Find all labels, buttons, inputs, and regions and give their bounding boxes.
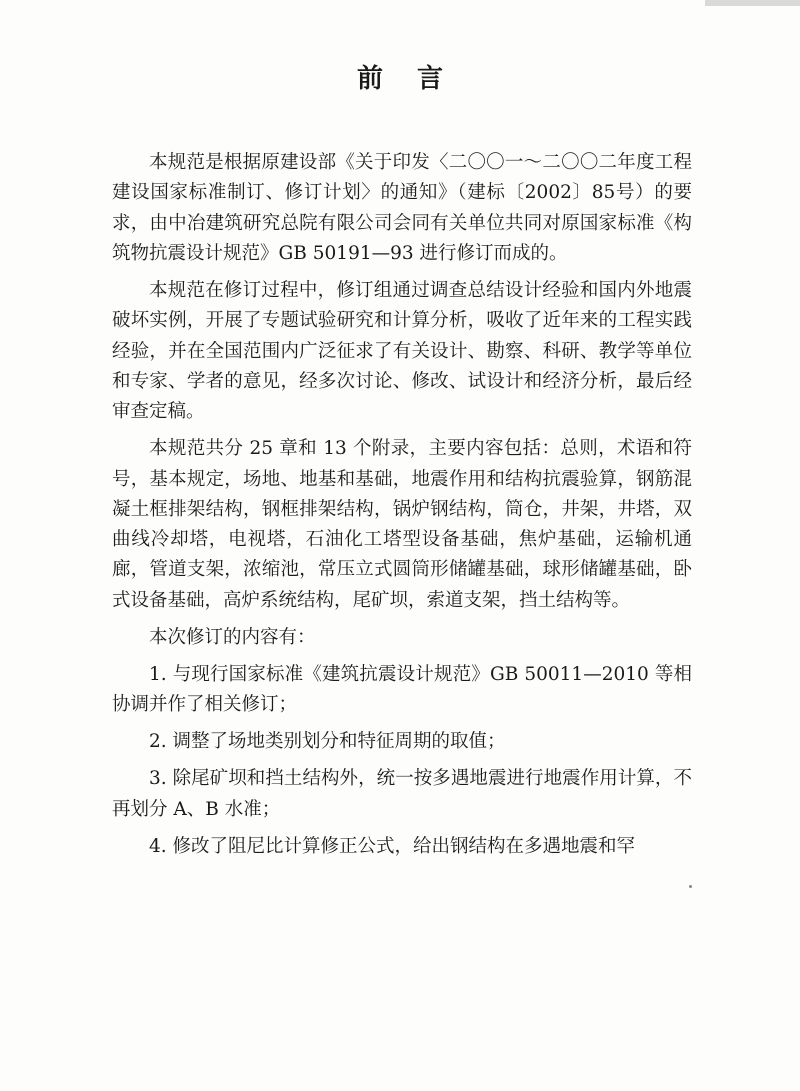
revision-item-2: 2. 调整了场地类别划分和特征周期的取值； [149,731,506,753]
paragraph-basis: 本规范是根据原建设部《关于印发〈二〇〇一～二〇〇二年度工程建设国家标准制订、修订计划〉的通知》（建标〔2002〕85号）的要求，由中冶建筑研究总院有限公司会同有关单位共同对原国家标准《构筑物抗震设计规范》GB 50191—93 进行修订而成的。 [112,152,692,264]
revision-item-4: 4. 修改了阻尼比计算修正公式，给出钢结构在多遇地震和罕 [149,835,636,857]
scan-speck [689,885,692,888]
scan-edge-mark [705,0,800,6]
revision-item-1: 1. 与现行国家标准《建筑抗震设计规范》GB 50011—2010 等相协调并作了相关修订； [112,663,692,716]
paragraph-contents: 本规范共分 25 章和 13 个附录，主要内容包括：总则，术语和符号，基本规定，场地、地基和基础，地震作用和结构抗震验算，钢筋混凝土框排架结构，钢框排架结构，锅炉钢结构，筒仓，井架，井塔，双曲线冷却塔，电视塔，石油化工塔型设备基础，焦炉基础，运输机通廊，管道支架，浓缩池，常压立式圆筒形储罐基础，球形储罐基础，卧式设备基础，高炉系统结构，尾矿坝，索道支架，挡土结构等。 [112,438,692,611]
revision-item-3: 3. 除尾矿坝和挡土结构外，统一按多遇地震进行地震作用计算，不再划分 A、B 水准； [112,768,692,820]
page-title: 前言 [356,64,477,94]
paragraph-revision-intro: 本次修订的内容有： [149,626,316,648]
paragraph-revision-process: 本规范在修订过程中，修订组通过调查总结设计经验和国内外地震破坏实例，开展了专题试验研究和计算分析，吸收了近年来的工程实践经验，并在全国范围内广泛征求了有关设计、勘察、科研、教学等单位和专家、学者的意见，经多次讨论、修改、试设计和经济分析，最后经审查定稿。 [112,279,692,423]
document-body [112,148,692,869]
